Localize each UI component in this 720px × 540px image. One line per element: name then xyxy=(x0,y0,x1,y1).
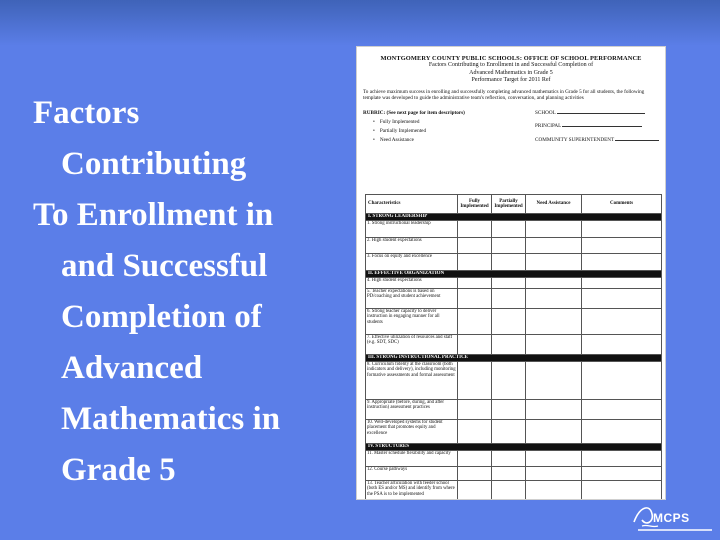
table-row-item: 5. Teacher expectations is based on PD/coaching and student achievement xyxy=(366,289,458,309)
document-image xyxy=(356,46,666,500)
table-cell xyxy=(492,400,526,420)
principal-line xyxy=(562,126,642,127)
table-cell xyxy=(582,238,662,254)
title-line: Mathematics in xyxy=(61,401,281,437)
superintendent-label: COMMUNITY SUPERINTENDENT xyxy=(535,136,615,143)
document-subtitle: Factors Contributing to Enrollment in and Successful Completion of xyxy=(428,62,594,68)
table-row-item: 6. Strong teacher capacity to deliver instruction in engaging manner for all students xyxy=(366,309,458,335)
document-subtitle: Performance Target for 2011 Ref xyxy=(471,77,551,83)
school-line xyxy=(557,113,645,114)
table-cell xyxy=(582,278,662,289)
column-header: Characteristics xyxy=(366,195,458,214)
table-cell xyxy=(526,335,582,355)
table-cell xyxy=(492,278,526,289)
slide-header-band xyxy=(0,0,720,46)
table-cell xyxy=(582,451,662,467)
intro-text: template was developed to guide the administrative team's reflection, conversation, and planning activities xyxy=(363,95,584,101)
title-line: and Successful xyxy=(61,248,268,284)
school-field xyxy=(535,110,645,116)
table-row-item: 2. High student expectations xyxy=(366,238,458,254)
table-cell xyxy=(492,420,526,444)
table-cell xyxy=(458,481,492,501)
superintendent-field xyxy=(535,137,659,143)
table-cell xyxy=(492,238,526,254)
table-cell xyxy=(526,254,582,271)
table-cell xyxy=(492,451,526,467)
table-cell xyxy=(458,335,492,355)
table-cell xyxy=(526,362,582,400)
section-heading: IV. STRUCTURES xyxy=(366,444,662,451)
table-cell xyxy=(492,335,526,355)
table-cell xyxy=(458,238,492,254)
superintendent-line xyxy=(615,140,659,141)
table-cell xyxy=(492,221,526,238)
title-line: Grade 5 xyxy=(61,452,176,488)
table-row-item: 10. Well-developed systems for student placement that promotes equity and excellence xyxy=(366,420,458,444)
document-header xyxy=(357,47,665,85)
table-cell xyxy=(582,481,662,501)
table-row-item: 13. Teacher articulation with feeder school (both ES and/or MS) and identify from where the PSA is to be implemented xyxy=(366,481,458,501)
table-cell xyxy=(526,451,582,467)
table-row-item: 7. Effective utilization of resources and staff (e.g. SDT, SDC) xyxy=(366,335,458,355)
column-header: Partially Implemented xyxy=(492,195,526,214)
table-cell xyxy=(492,289,526,309)
table-cell xyxy=(458,362,492,400)
rubric-label: RUBRIC: (See next page for item descriptors) xyxy=(363,109,465,116)
column-header: Fully Implemented xyxy=(458,195,492,214)
table-cell xyxy=(458,254,492,271)
column-header: Need Assistance xyxy=(526,195,582,214)
table-row-item: 8. Curriculum fidelity at the classroom (both indicators and delivery), including monitoring formative assessments and formal assessment xyxy=(366,362,458,400)
rubric-item: • Fully Implemented xyxy=(373,119,419,125)
rubric-block xyxy=(357,102,665,148)
rubric-item: • Partially Implemented xyxy=(373,128,426,134)
table-row-item: 9. Appropriate (before, during, and after instruction) assessment practices xyxy=(366,400,458,420)
title-line: Factors xyxy=(33,95,140,131)
table-cell xyxy=(526,467,582,481)
rubric-item: • Need Assistance xyxy=(373,137,414,143)
table-row-item: 11. Master schedule flexibility and capacity xyxy=(366,451,458,467)
table-cell xyxy=(526,238,582,254)
column-header: Comments xyxy=(582,195,662,214)
table-cell xyxy=(492,254,526,271)
table-cell xyxy=(458,420,492,444)
table-cell xyxy=(582,335,662,355)
table-cell xyxy=(582,254,662,271)
table-cell xyxy=(526,278,582,289)
slide-title xyxy=(33,88,351,496)
table-cell xyxy=(526,221,582,238)
table-cell xyxy=(582,289,662,309)
table-cell xyxy=(458,451,492,467)
table-cell xyxy=(526,400,582,420)
section-heading: I. STRONG LEADERSHIP xyxy=(366,214,662,221)
table-cell xyxy=(458,221,492,238)
document-intro xyxy=(357,85,665,102)
title-line: To Enrollment in xyxy=(33,197,274,233)
section-heading: II. EFFECTIVE ORGANIZATION xyxy=(366,271,662,278)
principal-field xyxy=(535,123,642,129)
table-cell xyxy=(492,362,526,400)
school-label: SCHOOL xyxy=(535,109,556,116)
table-cell xyxy=(492,467,526,481)
principal-label: PRINCIPAL xyxy=(535,122,562,129)
table-cell xyxy=(458,309,492,335)
table-cell xyxy=(582,467,662,481)
table-cell xyxy=(458,400,492,420)
title-line: Advanced xyxy=(61,350,203,386)
table-cell xyxy=(458,278,492,289)
table-cell xyxy=(526,420,582,444)
table-cell xyxy=(526,309,582,335)
document-subtitle: Advanced Mathematics in Grade 5 xyxy=(469,69,553,76)
table-cell xyxy=(492,309,526,335)
document-title: MONTGOMERY COUNTY PUBLIC SCHOOLS: OFFICE OF SCHOOL PERFORMANCE xyxy=(380,55,642,62)
table-cell xyxy=(582,400,662,420)
section-heading: III. STRONG INSTRUCTIONAL PRACTICE xyxy=(366,355,662,362)
title-line: Contributing xyxy=(61,146,247,182)
table-cell xyxy=(582,309,662,335)
table-cell xyxy=(582,420,662,444)
table-row-item: 1. Strong instructional leadership xyxy=(366,221,458,238)
table-row-item: 3. Focus on equity and excellence xyxy=(366,254,458,271)
table-cell xyxy=(582,362,662,400)
characteristics-table xyxy=(365,194,662,500)
table-cell xyxy=(492,481,526,501)
table-cell xyxy=(526,481,582,501)
table-cell xyxy=(458,467,492,481)
table-row-item: 12. Course pathways xyxy=(366,467,458,481)
table-cell xyxy=(526,289,582,309)
intro-text: To achieve maximum success in enrolling and successfully completing advanced mathematics in Grade 5 for all students, the following xyxy=(363,88,645,95)
table-row-item: 4. High student expectations xyxy=(366,278,458,289)
table-cell xyxy=(458,289,492,309)
title-line: Completion of xyxy=(61,299,262,335)
table-cell xyxy=(582,221,662,238)
logo-text: MCPS xyxy=(653,511,690,525)
